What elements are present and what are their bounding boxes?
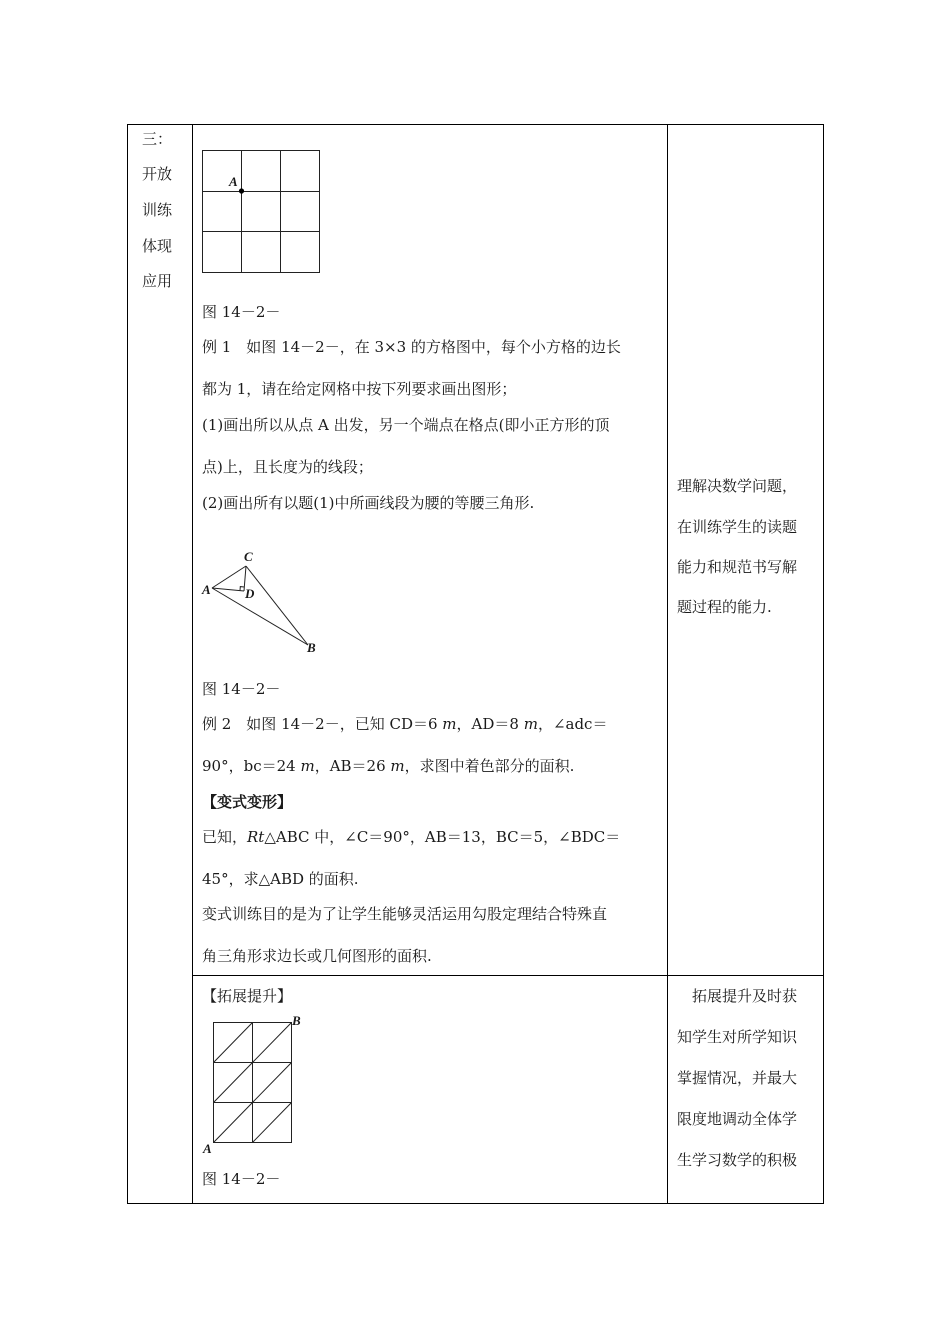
example1-line: (1)画出所以从点 A 出发，另一个端点在格点(即小正方形的顶 [202,416,610,434]
table-border-left [127,124,128,1204]
example1-line: (2)画出所有以题(1)中所画线段为腰的等腰三角形. [202,494,535,512]
table-border-bottom [127,1203,824,1204]
section-label-line: 开放 [142,165,173,183]
diagonal-grid-figure [205,1015,300,1150]
example2-text: ，求图中着色部分的面积. [404,757,575,775]
variant-note: 角三角形求边长或几何图形的面积. [202,947,432,965]
variant-line-2: 45°，求△ABD 的面积. [202,870,359,888]
table-col-divider-1 [192,124,193,1204]
unit-m: m [523,715,538,733]
variant-text: △ABC 中，∠C＝90°，AB＝13，BC＝5，∠BDC＝ [264,828,621,846]
unit-m: m [300,757,315,775]
table-col-divider-2 [667,124,668,1204]
point-a-label: A [202,582,211,597]
example2-line-1 [202,714,607,734]
right-note-line: 掌握情况，并最大 [677,1069,798,1087]
extension-title: 【拓展提升】 [202,987,293,1005]
point-a-dot [239,188,244,193]
rt-symbol: Rt [247,828,265,846]
variant-line-1 [202,827,620,847]
example1-line: 点)上，且长度为的线段； [202,458,373,476]
grid-figure-3x3 [195,145,325,277]
right-note-line: 知学生对所学知识 [677,1028,798,1046]
point-c-label: C [244,549,253,564]
right-note-line: 限度地调动全体学 [677,1110,798,1128]
example2-line-2 [202,756,574,776]
variant-title: 【变式变形】 [202,793,293,811]
table-border-top [127,124,824,125]
unit-m: m [442,715,457,733]
variant-text: 已知， [202,828,248,846]
right-note-line: 题过程的能力. [677,598,772,616]
section-label-line: 应用 [142,272,173,290]
table-border-right [823,124,824,1204]
example1-line: 都为 1，请在给定网格中按下列要求画出图形； [202,380,517,398]
right-note-line: 能力和规范书写解 [677,558,798,576]
figure-caption: 图 14－2－ [202,303,281,321]
table-row-divider [192,975,824,976]
point-b-label: B [292,1013,301,1028]
example2-text: ，∠adc＝ [537,715,608,733]
right-note-line: 在训练学生的读题 [677,518,798,536]
right-note-line: 生学习数学的积极 [677,1151,798,1169]
example1-line: 例 1 如图 14－2－，在 3×3 的方格图中，每个小方格的边长 [202,338,621,356]
point-a-label: A [229,174,238,189]
unit-m: m [390,757,405,775]
right-note-line: 拓展提升及时获 [677,987,798,1005]
point-d-label: D [245,586,255,601]
example2-text: ，AD＝8 [456,715,524,733]
example2-text: 例 2 如图 14－2－，已知 CD＝6 [202,715,443,733]
example2-text: ，AB＝26 [314,757,391,775]
figure-caption: 图 14－2－ [202,680,281,698]
section-label-line: 训练 [142,201,173,219]
right-note-line: 理解决数学问题， [677,477,798,495]
figure-caption: 图 14－2－ [202,1170,281,1188]
point-a-label: A [203,1141,212,1156]
point-b-label: B [307,640,316,655]
example2-text: 90°，bc＝24 [202,757,301,775]
section-label-line: 三： [142,130,173,148]
variant-note: 变式训练目的是为了让学生能够灵活运用勾股定理结合特殊直 [202,905,608,923]
section-label-line: 体现 [142,237,173,255]
